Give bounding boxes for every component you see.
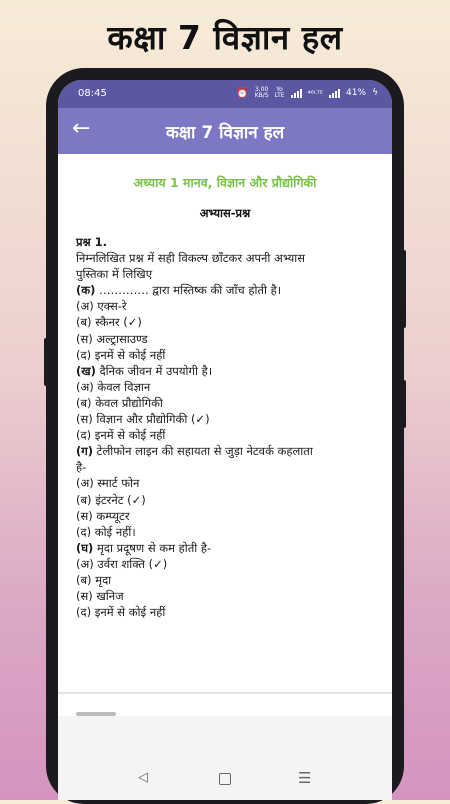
content-scroll-area[interactable] — [58, 154, 392, 694]
instruction-text: पुस्तिका में लिखिए — [76, 267, 153, 282]
phone-volume-button — [402, 250, 406, 328]
option-correct: (अ) उर्वरा शक्ति (✓) — [76, 556, 168, 571]
option: (स) कम्प्यूटर — [76, 508, 130, 523]
option: (द) इनमें से कोई नहीं — [76, 428, 166, 443]
option: (ब) केवल प्रौद्योगिकी — [76, 395, 163, 410]
section-heading: अभ्यास-प्रश्न — [199, 206, 251, 220]
option: (अ) स्मार्ट फोन — [76, 476, 140, 491]
chapter-heading: अध्याय 1 मानव, विज्ञान और प्रौद्योगिकी — [133, 175, 317, 190]
status-bar — [58, 80, 392, 108]
option: (अ) एक्स-रे — [76, 299, 127, 314]
option: (द) इनमें से कोई नहीं — [76, 605, 166, 620]
option: (अ) केवल विज्ञान — [76, 379, 151, 394]
next-section-peek — [76, 712, 116, 716]
option: (द) इनमें से कोई नहीं — [76, 347, 166, 362]
sub-question-kha: (ख) दैनिक जीवन में उपयोगी है। — [76, 363, 213, 378]
system-nav-bar — [58, 760, 392, 800]
sub-question-ga: (ग) टेलीफोन लाइन की सहायता से जुड़ा नेटवर्क कहलाता — [76, 444, 313, 459]
option-correct: (स) विज्ञान और प्रौद्योगिकी (✓) — [76, 412, 210, 427]
instruction-text: निम्नलिखित प्रश्न में सही विकल्प छाँटकर अपनी अभ्यास — [76, 251, 306, 266]
alarm-icon: ⏰ — [236, 87, 249, 99]
option-correct: (ब) स्कैनर (✓) — [76, 315, 142, 330]
section-divider — [58, 692, 392, 694]
option: (ब) मृदा — [76, 572, 112, 587]
phone-side-button — [402, 380, 406, 428]
sub-question-gha: (घ) मृदा प्रदूषण से कम होती है- — [76, 540, 212, 555]
battery-charging-icon: ϟ — [372, 88, 378, 98]
volte-icon: Yo LTE — [274, 86, 285, 99]
status-icons — [236, 87, 378, 99]
battery-percent: 41% — [346, 88, 367, 98]
network-speed: 3.00 KB/S — [254, 86, 269, 99]
promo-title: कक्षा 7 विज्ञान हल — [107, 18, 343, 57]
network-type: ⁴⁶ᴸᵀᴱ — [307, 88, 324, 98]
signal-icon — [291, 89, 302, 98]
nav-back-icon[interactable]: ◁ — [138, 770, 148, 785]
option-correct: (ब) इंटरनेट (✓) — [76, 492, 146, 507]
option: (स) अल्ट्रासाउण्ड — [76, 331, 148, 346]
nav-recents-icon[interactable]: ☰ — [298, 769, 312, 787]
back-arrow-icon[interactable]: ← — [72, 116, 91, 141]
sub-question-ka: (क) …………. द्वारा मस्तिष्क की जाँच होती है। — [76, 283, 282, 298]
status-time: 08:45 — [78, 88, 107, 99]
phone-screen — [58, 80, 392, 800]
question-block — [76, 234, 378, 620]
app-title: कक्षा 7 विज्ञान हल — [165, 123, 285, 143]
signal-icon-2 — [329, 89, 340, 98]
option: (स) खनिज — [76, 589, 124, 604]
phone-power-button — [44, 338, 48, 386]
question-label: प्रश्न 1. — [76, 235, 108, 249]
option: (द) कोई नहीं। — [76, 524, 136, 539]
nav-home-icon[interactable] — [219, 773, 231, 785]
app-bar — [58, 108, 392, 154]
sub-question-ga-cont: है- — [76, 460, 87, 475]
